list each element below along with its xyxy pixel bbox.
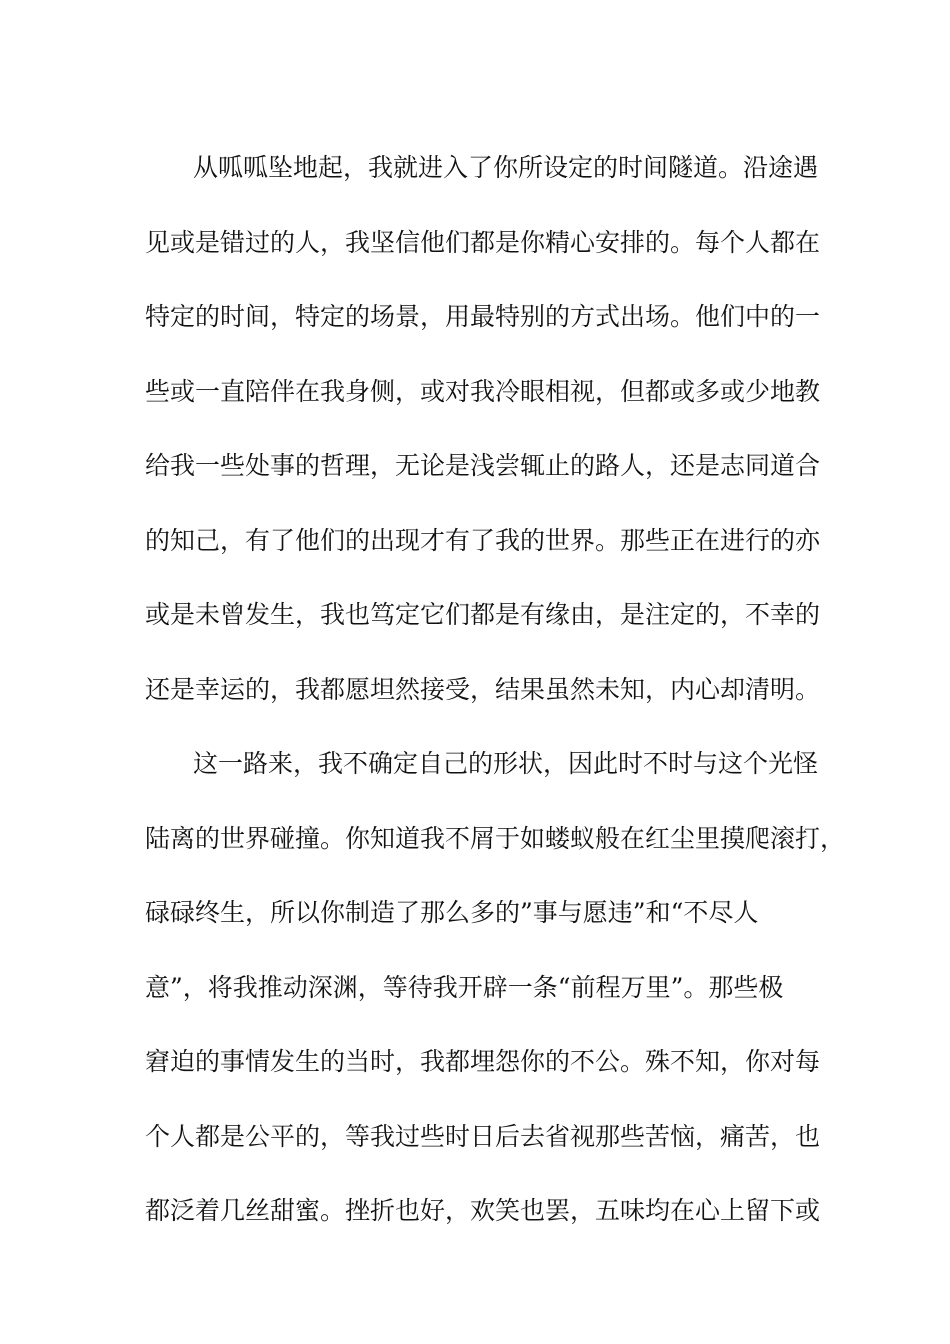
text-line: 窘迫的事情发生的当时，我都埋怨你的不公。殊不知，你对每 [145, 1047, 821, 1076]
text-line: 陆离的世界碰撞。你知道我不屑于如蝼蚁般在红尘里摸爬滚打， [145, 823, 846, 853]
text-line: 或是未曾发生，我也笃定它们都是有缘由，是注定的，不幸的 [145, 600, 821, 629]
text-line: 的知己，有了他们的出现才有了我的世界。那些正在进行的亦 [145, 525, 821, 555]
text-line: 还是幸运的，我都愿坦然接受，结果虽然未知，内心却清明。 [145, 674, 821, 704]
text-line: 些或一直陪伴在我身侧，或对我冷眼相视，但都或多或少地教 [145, 376, 821, 406]
text-line: 意”，将我推动深渊，等待我开辟一条“前程万里”。那些极 [145, 972, 784, 1002]
text-line: 这一路来，我不确定自己的形状，因此时不时与这个光怪 [193, 749, 819, 778]
text-line: 从呱呱坠地起，我就进入了你所设定的时间隧道。沿途遇 [193, 153, 819, 182]
text-line: 见或是错过的人，我坚信他们都是你精心安排的。每个人都在 [145, 227, 821, 257]
paragraph-1 [145, 131, 821, 727]
text-line: 特定的时间，特定的场景，用最特别的方式出场。他们中的一 [145, 302, 821, 331]
text-line: 碌碌终生，所以你制造了那么多的”事与愿违”和“不尽人 [145, 898, 759, 927]
paragraph-2 [145, 727, 846, 1249]
text-line: 个人都是公平的，等我过些时日后去省视那些苦恼，痛苦，也 [145, 1121, 821, 1151]
text-line: 给我一些处事的哲理，无论是浅尝辄止的路人，还是志同道合 [145, 451, 821, 480]
text-line: 都泛着几丝甜蜜。挫折也好，欢笑也罢，五味均在心上留下或 [145, 1196, 821, 1225]
body-text [145, 131, 846, 1249]
